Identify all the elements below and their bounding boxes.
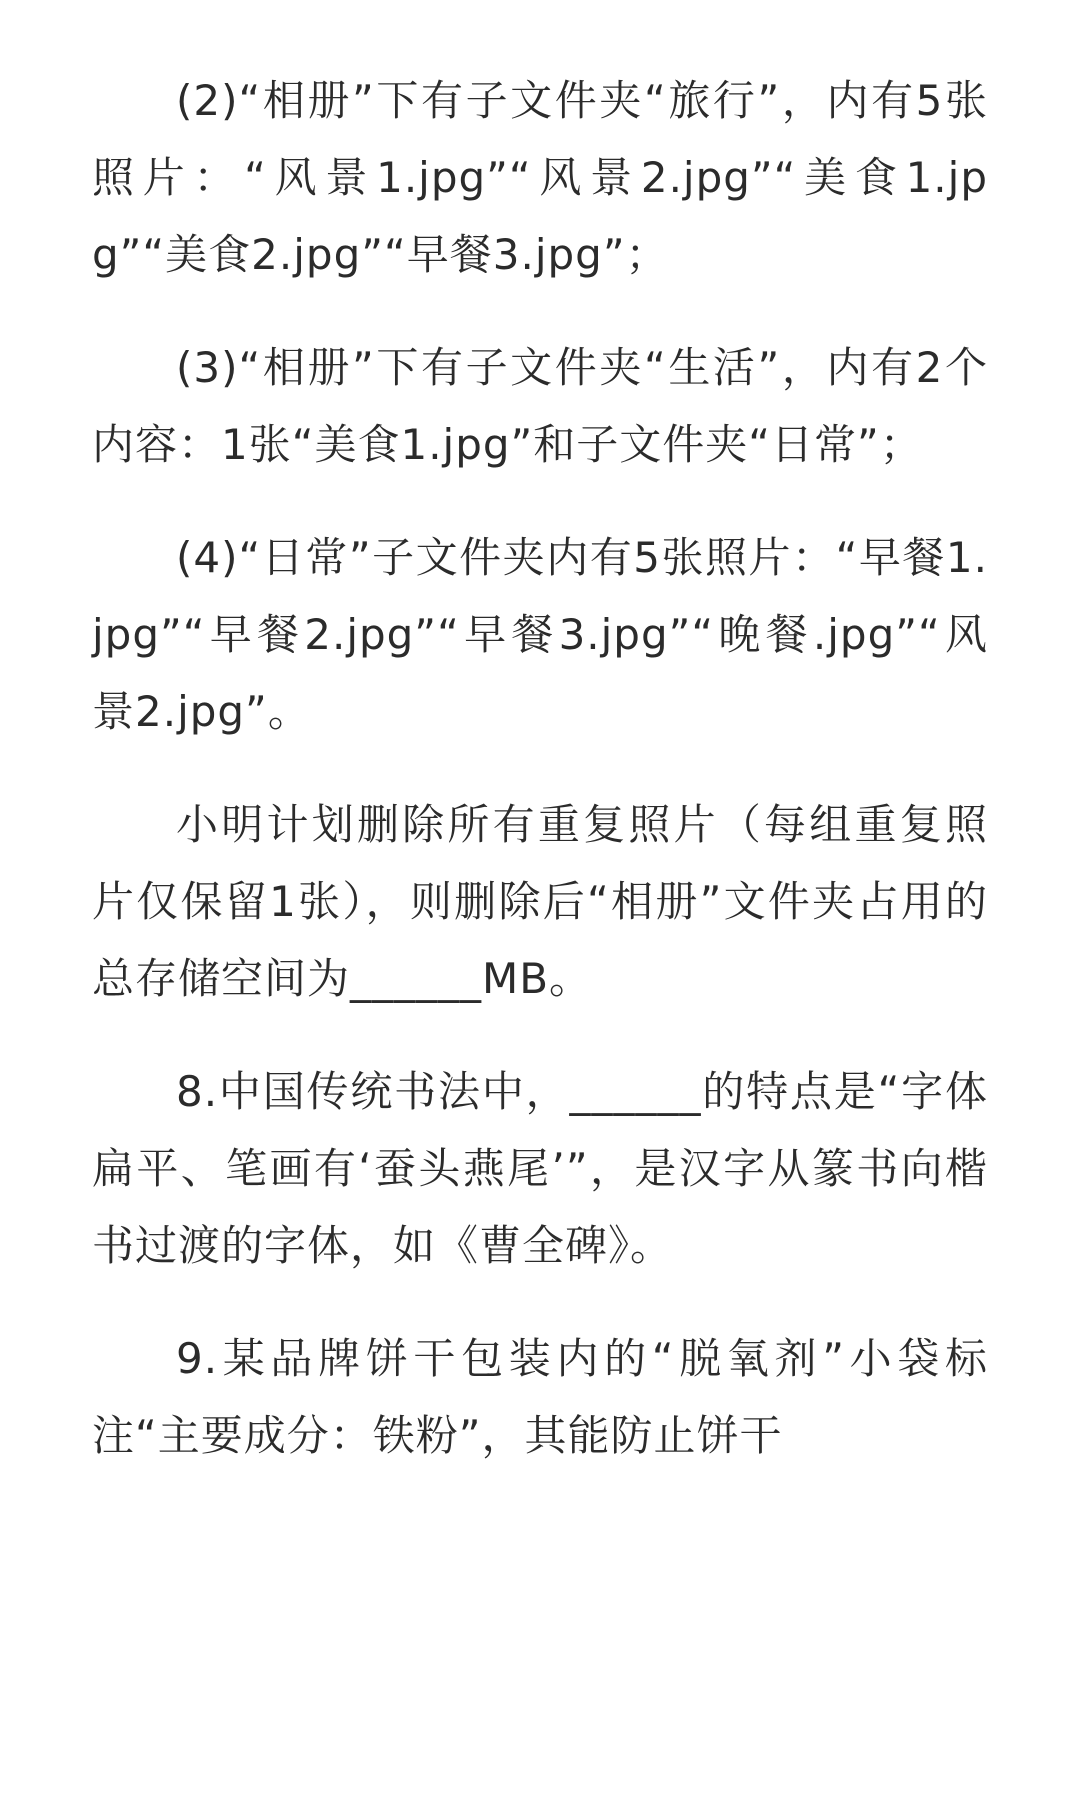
paragraph-item-3: (3)“相册”下有子文件夹“生活”，内有2个内容：1张“美食1.jpg”和子文件夹“日常”； bbox=[92, 343, 988, 469]
question-8-calligraphy: 8.中国传统书法中，______的特点是“字体扁平、笔画有‘蚕头燕尾’”，是汉字从篆书向楷书过渡的字体，如《曹全碑》。 bbox=[92, 1067, 988, 1270]
question-9-deoxidizer: 9.某品牌饼干包装内的“脱氧剂”小袋标注“主要成分：铁粉”，其能防止饼干 bbox=[92, 1334, 988, 1460]
question-duplicate-photos: 小明计划删除所有重复照片（每组重复照片仅保留1张），则删除后“相册”文件夹占用的总存储空间为______MB。 bbox=[92, 800, 988, 1003]
paragraph-item-4: (4)“日常”子文件夹内有5张照片：“早餐1.jpg”“早餐2.jpg”“早餐3.jpg”“晚餐.jpg”“风景2.jpg”。 bbox=[92, 533, 988, 736]
paragraph-item-2: (2)“相册”下有子文件夹“旅行”，内有5张照片：“风景1.jpg”“风景2.jpg”“美食1.jpg”“美食2.jpg”“早餐3.jpg”； bbox=[92, 76, 988, 279]
